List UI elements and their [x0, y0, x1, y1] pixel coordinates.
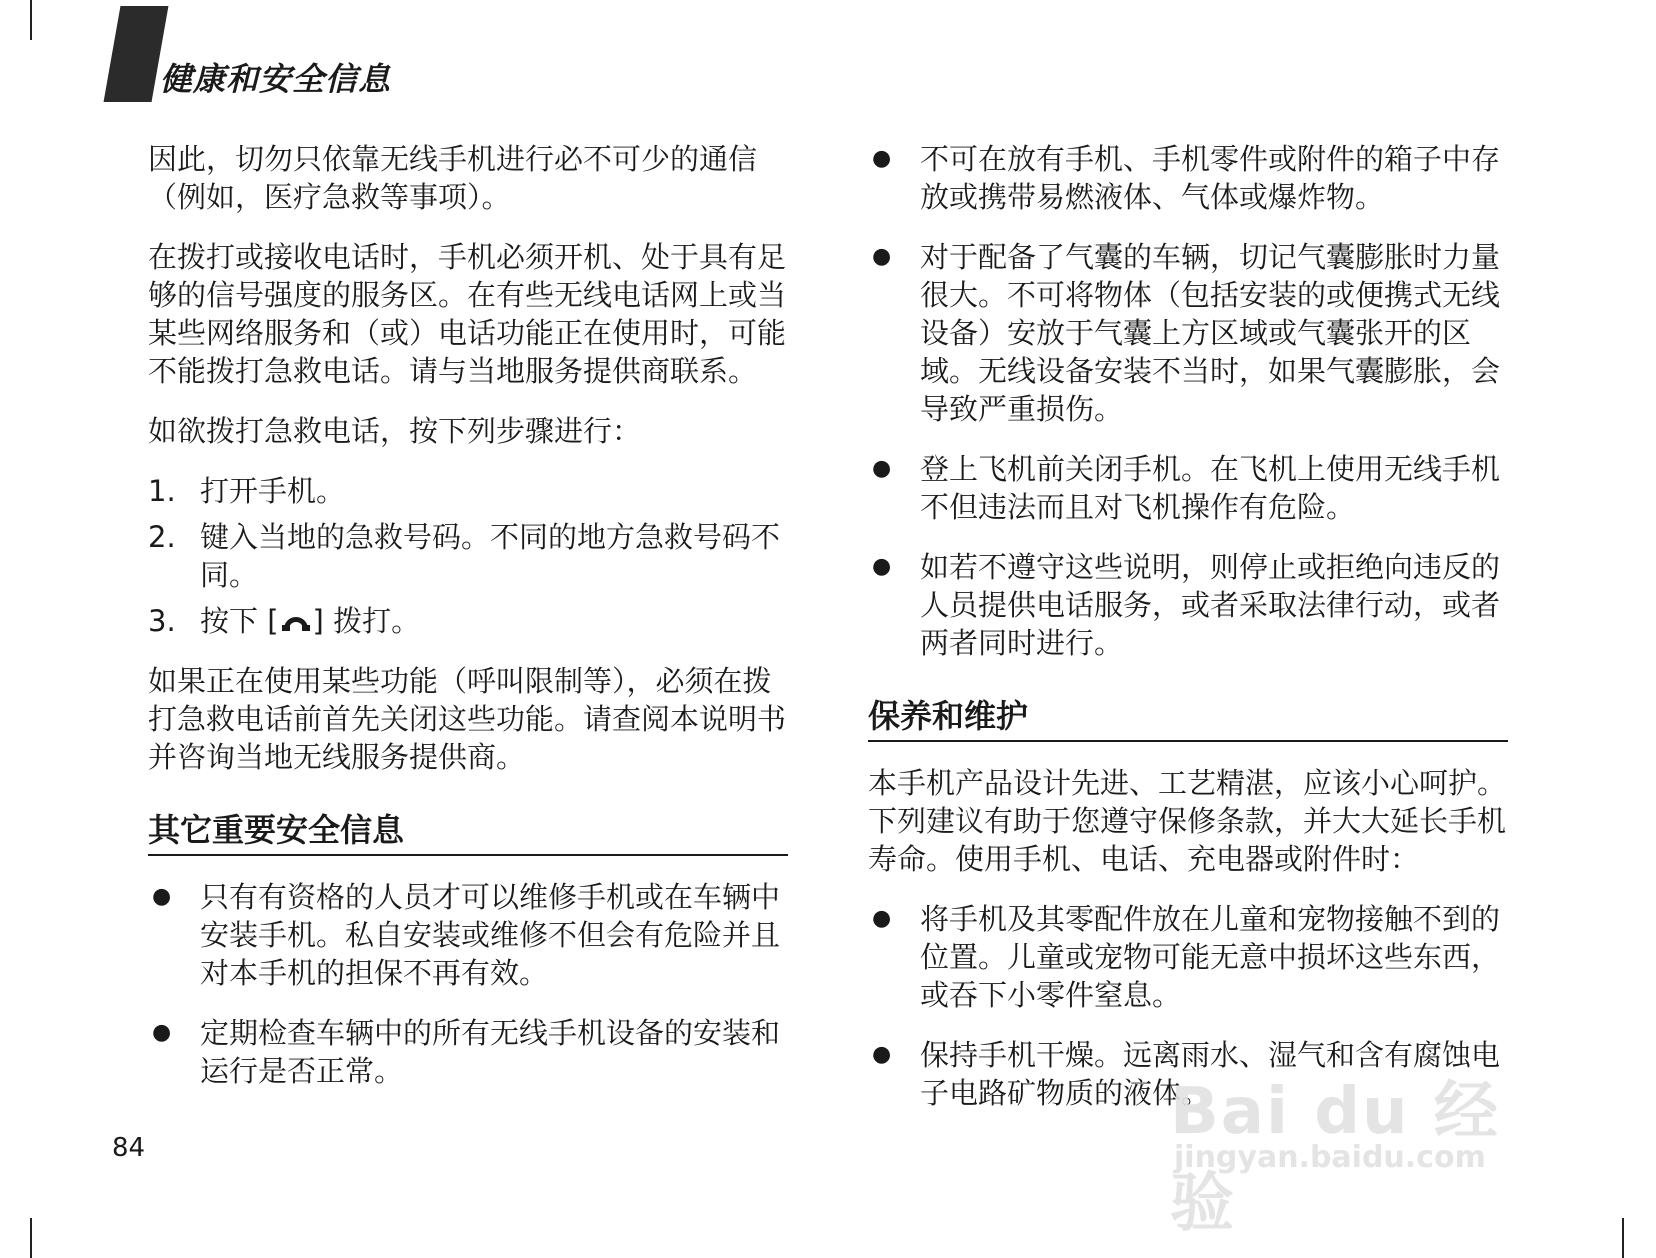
bullet-item: [868, 450, 1508, 526]
bullet-icon: ●: [872, 244, 892, 269]
step-text-after: ] 拨打。: [312, 604, 421, 638]
step-number: 3.: [148, 604, 176, 638]
bullet-icon: ●: [152, 884, 172, 909]
bullet-text: 如若不遵守这些说明，则停止或拒绝向违反的人员提供电话服务，或者采取法律行动，或者两者同时进行。: [920, 550, 1501, 660]
step-number: 1.: [148, 474, 176, 508]
page-header-title: 健康和安全信息: [160, 60, 392, 98]
crop-mark-bottom-right: [1622, 1218, 1624, 1258]
bullet-text: 保持手机干燥。远离雨水、湿气和含有腐蚀电子电路矿物质的液体。: [920, 1038, 1501, 1110]
bullet-item: [868, 548, 1508, 662]
paragraph: 本手机产品设计先进、工艺精湛，应该小心呵护。下列建议有助于您遵守保修条款，并大大延长手机寿命。使用手机、电话、充电器或附件时：: [868, 766, 1507, 876]
bullet-icon: ●: [152, 1020, 172, 1045]
bullet-item: [148, 878, 788, 992]
step-item: [148, 602, 788, 640]
step-text: 键入当地的急救号码。不同的地方急救号码不同。: [200, 520, 781, 592]
right-column: [868, 140, 1508, 1134]
step-item: [148, 518, 788, 594]
paragraph: 如欲拨打急救电话，按下列步骤进行：: [148, 414, 642, 448]
left-column: [148, 140, 788, 1112]
section-heading: 保养和维护: [868, 696, 1508, 742]
step-text: [200, 602, 420, 640]
step-item: [148, 472, 788, 510]
baidu-watermark: [1170, 1060, 1550, 1241]
header-accent-bar: [104, 6, 169, 102]
page-number: 84: [112, 1133, 146, 1163]
bullet-text: 登上飞机前关闭手机。在飞机上使用无线手机不但违法而且对飞机操作有危险。: [920, 452, 1501, 524]
bullet-icon: ●: [872, 906, 892, 931]
emergency-steps-list: [148, 472, 788, 640]
bullet-text: 只有有资格的人员才可以维修手机或在车辆中安装手机。私自安装或维修不但会有危险并且对本手机的担保不再有效。: [200, 880, 781, 990]
bullet-text: 不可在放有手机、手机零件或附件的箱子中存放或携带易燃液体、气体或爆炸物。: [920, 142, 1501, 214]
bullet-icon: ●: [872, 456, 892, 481]
step-text-before: 按下 [: [200, 604, 279, 638]
call-key-icon: [281, 613, 311, 633]
bullet-item: [148, 1014, 788, 1090]
bullet-icon: ●: [872, 554, 892, 579]
bullet-item: [868, 140, 1508, 216]
watermark-logo: Bai du 经验: [1170, 1075, 1500, 1241]
step-text: 打开手机。: [200, 474, 346, 508]
bullet-item: [868, 238, 1508, 428]
step-number: 2.: [148, 520, 176, 554]
paragraph: 如果正在使用某些功能（呼叫限制等），必须在拨打急救电话前首先关闭这些功能。请查阅本说明书并咨询当地无线服务提供商。: [148, 664, 787, 774]
bullet-list: [148, 878, 788, 1090]
watermark-url: jingyan.baidu.com: [1174, 1140, 1486, 1175]
section-heading: 其它重要安全信息: [148, 810, 788, 856]
bullet-item: [868, 900, 1508, 1014]
crop-mark-bottom-left: [30, 1218, 32, 1258]
bullet-text: 将手机及其零配件放在儿童和宠物接触不到的位置。儿童或宠物可能无意中损坏这些东西，或吞下小零件窒息。: [920, 902, 1501, 1012]
bullet-text: 对于配备了气囊的车辆，切记气囊膨胀时力量很大。不可将物体（包括安装的或便携式无线设备）安放于气囊上方区域或气囊张开的区域。无线设备安装不当时，如果气囊膨胀，会导致严重损伤。: [920, 240, 1501, 426]
bullet-list: [868, 140, 1508, 662]
bullet-text: 定期检查车辆中的所有无线手机设备的安装和运行是否正常。: [200, 1016, 781, 1088]
crop-mark-top-left: [30, 0, 32, 40]
paragraph: 在拨打或接收电话时，手机必须开机、处于具有足够的信号强度的服务区。在有些无线电话网上或当某些网络服务和（或）电话功能正在使用时，可能不能拨打急救电话。请与当地服务提供商联系。: [148, 240, 787, 388]
paragraph: 因此，切勿只依靠无线手机进行必不可少的通信（例如，医疗急救等事项）。: [148, 142, 758, 214]
bullet-icon: ●: [872, 1042, 892, 1067]
bullet-icon: ●: [872, 146, 892, 171]
